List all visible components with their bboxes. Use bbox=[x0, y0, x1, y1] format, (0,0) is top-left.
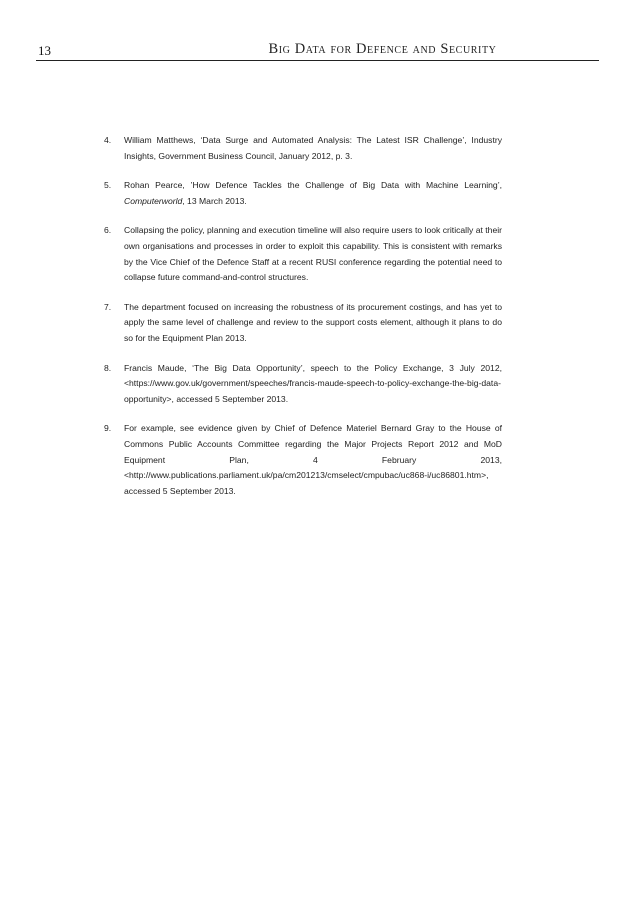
publication-title: Computerworld bbox=[124, 195, 183, 206]
endnotes-list bbox=[104, 133, 502, 513]
endnote-number: 9. bbox=[104, 423, 112, 434]
endnote-number: 7. bbox=[104, 301, 112, 312]
endnote-text-after: , 13 March 2013. bbox=[182, 195, 247, 206]
endnote-7 bbox=[104, 300, 502, 347]
endnote-text: The department focused on increasing the robustness of its procurement costings, and has yet to apply the same level of challenge and review to the support costs element, although it plans to do so for the Equipment Plan 2013. bbox=[124, 301, 502, 343]
page-header bbox=[36, 38, 599, 61]
endnote-number: 4. bbox=[104, 135, 112, 145]
endnote-text-before: Rohan Pearce, ’How Defence Tackles the Challenge of Big Data with Machine Learning’, bbox=[124, 180, 502, 191]
endnote-9 bbox=[104, 421, 502, 499]
endnote-number: 6. bbox=[104, 225, 112, 236]
endnote-text: Francis Maude, ‘The Big Data Opportunity’, speech to the Policy Exchange, 3 July 2012, <https://www.gov.uk/government/speeches/francis-maude-speech-to-policy-exchange-the-big-data-opportunity>, accessed 5 September 2013. bbox=[124, 362, 502, 404]
endnote-number: 5. bbox=[104, 180, 112, 191]
endnote-5 bbox=[104, 178, 502, 209]
endnote-number: 8. bbox=[104, 362, 112, 373]
endnote-text bbox=[124, 178, 502, 209]
endnote-4 bbox=[104, 133, 502, 164]
endnote-8 bbox=[104, 361, 502, 408]
endnote-text: For example, see evidence given by Chief of Defence Materiel Bernard Gray to the House of Commons Public Accounts Committee regarding the Major Projects Report 2012 and MoD Equipment Plan, 4 February 2013, <http://www.publications.parliament.uk/pa/cm201213/cmselect/cmpubac/uc868-i/uc86801.htm>, accessed 5 September 2013. bbox=[124, 423, 502, 496]
endnote-text: Collapsing the policy, planning and execution timeline will also require users to look critically at their own organisations and processes in order to exploit this capability. This is consistent with remarks by the Vice Chief of the Defence Staff at a recent RUSI conference regarding the potential need to collapse future command-and-control structures. bbox=[124, 225, 502, 283]
endnote-text: William Matthews, ‘Data Surge and Automated Analysis: The Latest ISR Challenge’, Industry Insights, Government Business Council, January 2012, p. 3. bbox=[124, 135, 502, 161]
running-title: Big Data for Defence and Security bbox=[268, 41, 497, 57]
endnote-6 bbox=[104, 223, 502, 285]
page-number: 13 bbox=[38, 43, 51, 58]
